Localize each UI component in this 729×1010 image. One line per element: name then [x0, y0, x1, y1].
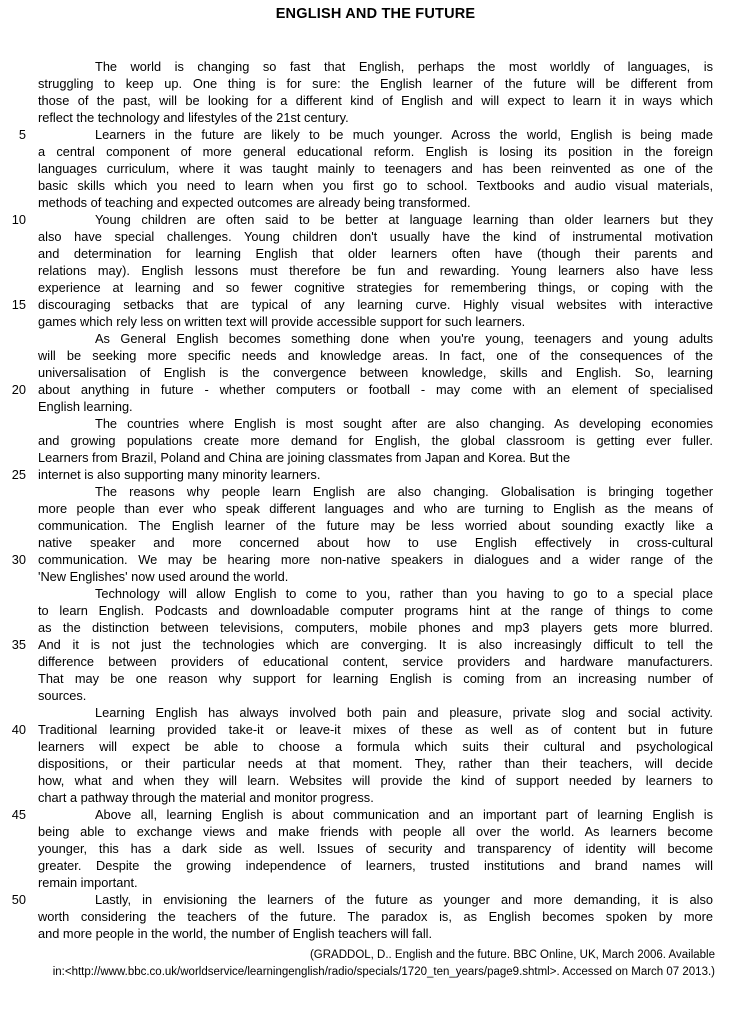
text-line: basic skills which you need to learn when you first go to school. Textbooks and audio visual materials,	[38, 178, 713, 193]
text-line: The reasons why people learn English are also changing. Globalisation is bringing together	[95, 484, 713, 499]
text-line: communication. We may be hearing more non-native speakers in dialogues and a wider range of the	[38, 552, 713, 567]
line-number: 20	[11, 382, 26, 397]
text-line: will be seeking more specific needs and knowledge areas. In fact, one of the consequences of the	[38, 348, 713, 363]
text-line: Lastly, in envisioning the learners of the future as younger and more demanding, it is also	[95, 892, 713, 907]
text-line: The countries where English is most sought after are also changing. As developing economies	[95, 416, 713, 431]
text-line: communication. The English learner of the future may be less worried about sounding exactly like a	[38, 518, 713, 533]
text-line: struggling to keep up. One thing is for sure: the English learner of the future will be different from	[38, 76, 713, 91]
text-line: about anything in future - whether computers or football - may come with an element of specialised	[38, 382, 713, 397]
text-line: As General English becomes something done when you're young, teenagers and young adults	[95, 331, 713, 346]
line-number: 15	[11, 297, 26, 312]
text-line: universalisation of English is the convergence between knowledge, skills and English. So, learning	[38, 365, 713, 380]
text-line: greater. Despite the growing independence of learners, trusted institutions and brand names will	[38, 858, 713, 873]
line-number: 50	[11, 892, 26, 907]
text-line: experience at learning and so fewer cognitive strategies for remembering things, or coping with the	[38, 280, 713, 295]
text-line: Traditional learning provided take-it or leave-it mixes of these as well as of content but in future	[38, 722, 713, 737]
line-number: 10	[11, 212, 26, 227]
line-number: 45	[11, 807, 26, 822]
text-line: remain important.	[38, 875, 138, 890]
text-line: Learners from Brazil, Poland and China are joining classmates from Japan and Korea. But the	[38, 450, 571, 465]
text-line: English learning.	[38, 399, 133, 414]
text-line: how, what and when they will learn. Websites will provide the kind of support needed by learners to	[38, 773, 713, 788]
line-number: 25	[11, 467, 26, 482]
text-line: Technology will allow English to come to you, rather than you having to go to a special place	[95, 586, 713, 601]
text-line: also have special challenges. Young children don't usually have the kind of instrumental motivation	[38, 229, 713, 244]
text-line: worth considering the teachers of the future. The paradox is, as English becomes spoken by more	[38, 909, 713, 924]
text-line: games which rely less on written text will provide accessible support for such learners.	[38, 314, 526, 329]
text-line: languages curriculum, where it was taught mainly to teenagers and has been reinvented as one of the	[38, 161, 713, 176]
text-line: a central component of more general educational reform. English is losing its position in the foreign	[38, 144, 713, 159]
text-line: difference between providers of educational content, service providers and hardware manufacturers.	[38, 654, 713, 669]
text-line: more people than ever who speak different languages and who are turning to English as the means of	[38, 501, 713, 516]
document-title: ENGLISH AND THE FUTURE	[275, 6, 476, 22]
line-number: 30	[11, 552, 26, 567]
citation-line-1: (GRADDOL, D.. English and the future. BBC Online, UK, March 2006. Available	[309, 949, 715, 961]
text-line: internet is also supporting many minority learners.	[38, 467, 321, 482]
text-line: dispositions, or their particular needs at that moment. They, rather than their teachers, will decide	[38, 756, 713, 771]
text-line: And it is not just the technologies which are converging. It is also increasingly difficult to tell the	[38, 637, 713, 652]
text-line: and more people in the world, the number of English teachers will fall.	[38, 926, 433, 941]
text-line: Above all, learning English is about communication and an important part of learning English is	[95, 807, 713, 822]
text-line: native speaker and more concerned about how to use English effectively in cross-cultural	[38, 535, 713, 550]
text-line: and growing populations create more demand for English, the global classroom is getting ever fuller.	[38, 433, 713, 448]
text-line: sources.	[38, 688, 87, 703]
text-line: The world is changing so fast that English, perhaps the most worldly of languages, is	[95, 59, 713, 74]
text-line: learners will expect be able to choose a formula which suits their cultural and psychological	[38, 739, 713, 754]
text-line: discouraging setbacks that are typical of any learning curve. Highly visual websites with interactive	[38, 297, 713, 312]
text-line: chart a pathway through the material and monitor progress.	[38, 790, 374, 805]
text-line: younger, this has a dark side as well. Issues of security and transparency of identity will become	[38, 841, 713, 856]
text-line: Young children are often said to be better at language learning than older learners but they	[95, 212, 713, 227]
text-line: Learners in the future are likely to be much younger. Across the world, English is being made	[95, 127, 713, 142]
text-line: those of the past, will be looking for a different kind of English and will expect to learn it in ways which	[38, 93, 713, 108]
text-line: as the distinction between televisions, computers, mobile phones and mp3 players gets more blurred.	[38, 620, 713, 635]
citation	[10, 947, 715, 981]
text-line: 'New Englishes' now used around the world.	[38, 569, 289, 584]
citation-line-2: in:<http://www.bbc.co.uk/worldservice/learningenglish/radio/specials/1720_ten_years/page9.shtml>. Accessed on March 07 2013.)	[52, 966, 715, 978]
text-line: being able to exchange views and make friends with people all over the world. As learners become	[38, 824, 713, 839]
text-line: and determination for learning English that older learners often have (though their parents and	[38, 246, 713, 261]
text-line: methods of teaching and expected outcomes are already being transformed.	[38, 195, 471, 210]
line-number: 35	[11, 637, 26, 652]
text-line: relations may). English lessons must therefore be fun and rewarding. Young learners also have less	[38, 263, 713, 278]
line-number: 40	[11, 722, 26, 737]
text-line: Learning English has always involved both pain and pleasure, private slog and social activity.	[95, 705, 713, 720]
text-line: reflect the technology and lifestyles of the 21st century.	[38, 110, 349, 125]
text-line: to learn English. Podcasts and downloadable computer programs hint at the range of things to come	[38, 603, 713, 618]
passage-body	[11, 58, 713, 942]
line-number: 5	[18, 127, 26, 142]
text-line: That may be one reason why support for learning English is coming from an increasing number of	[38, 671, 713, 686]
